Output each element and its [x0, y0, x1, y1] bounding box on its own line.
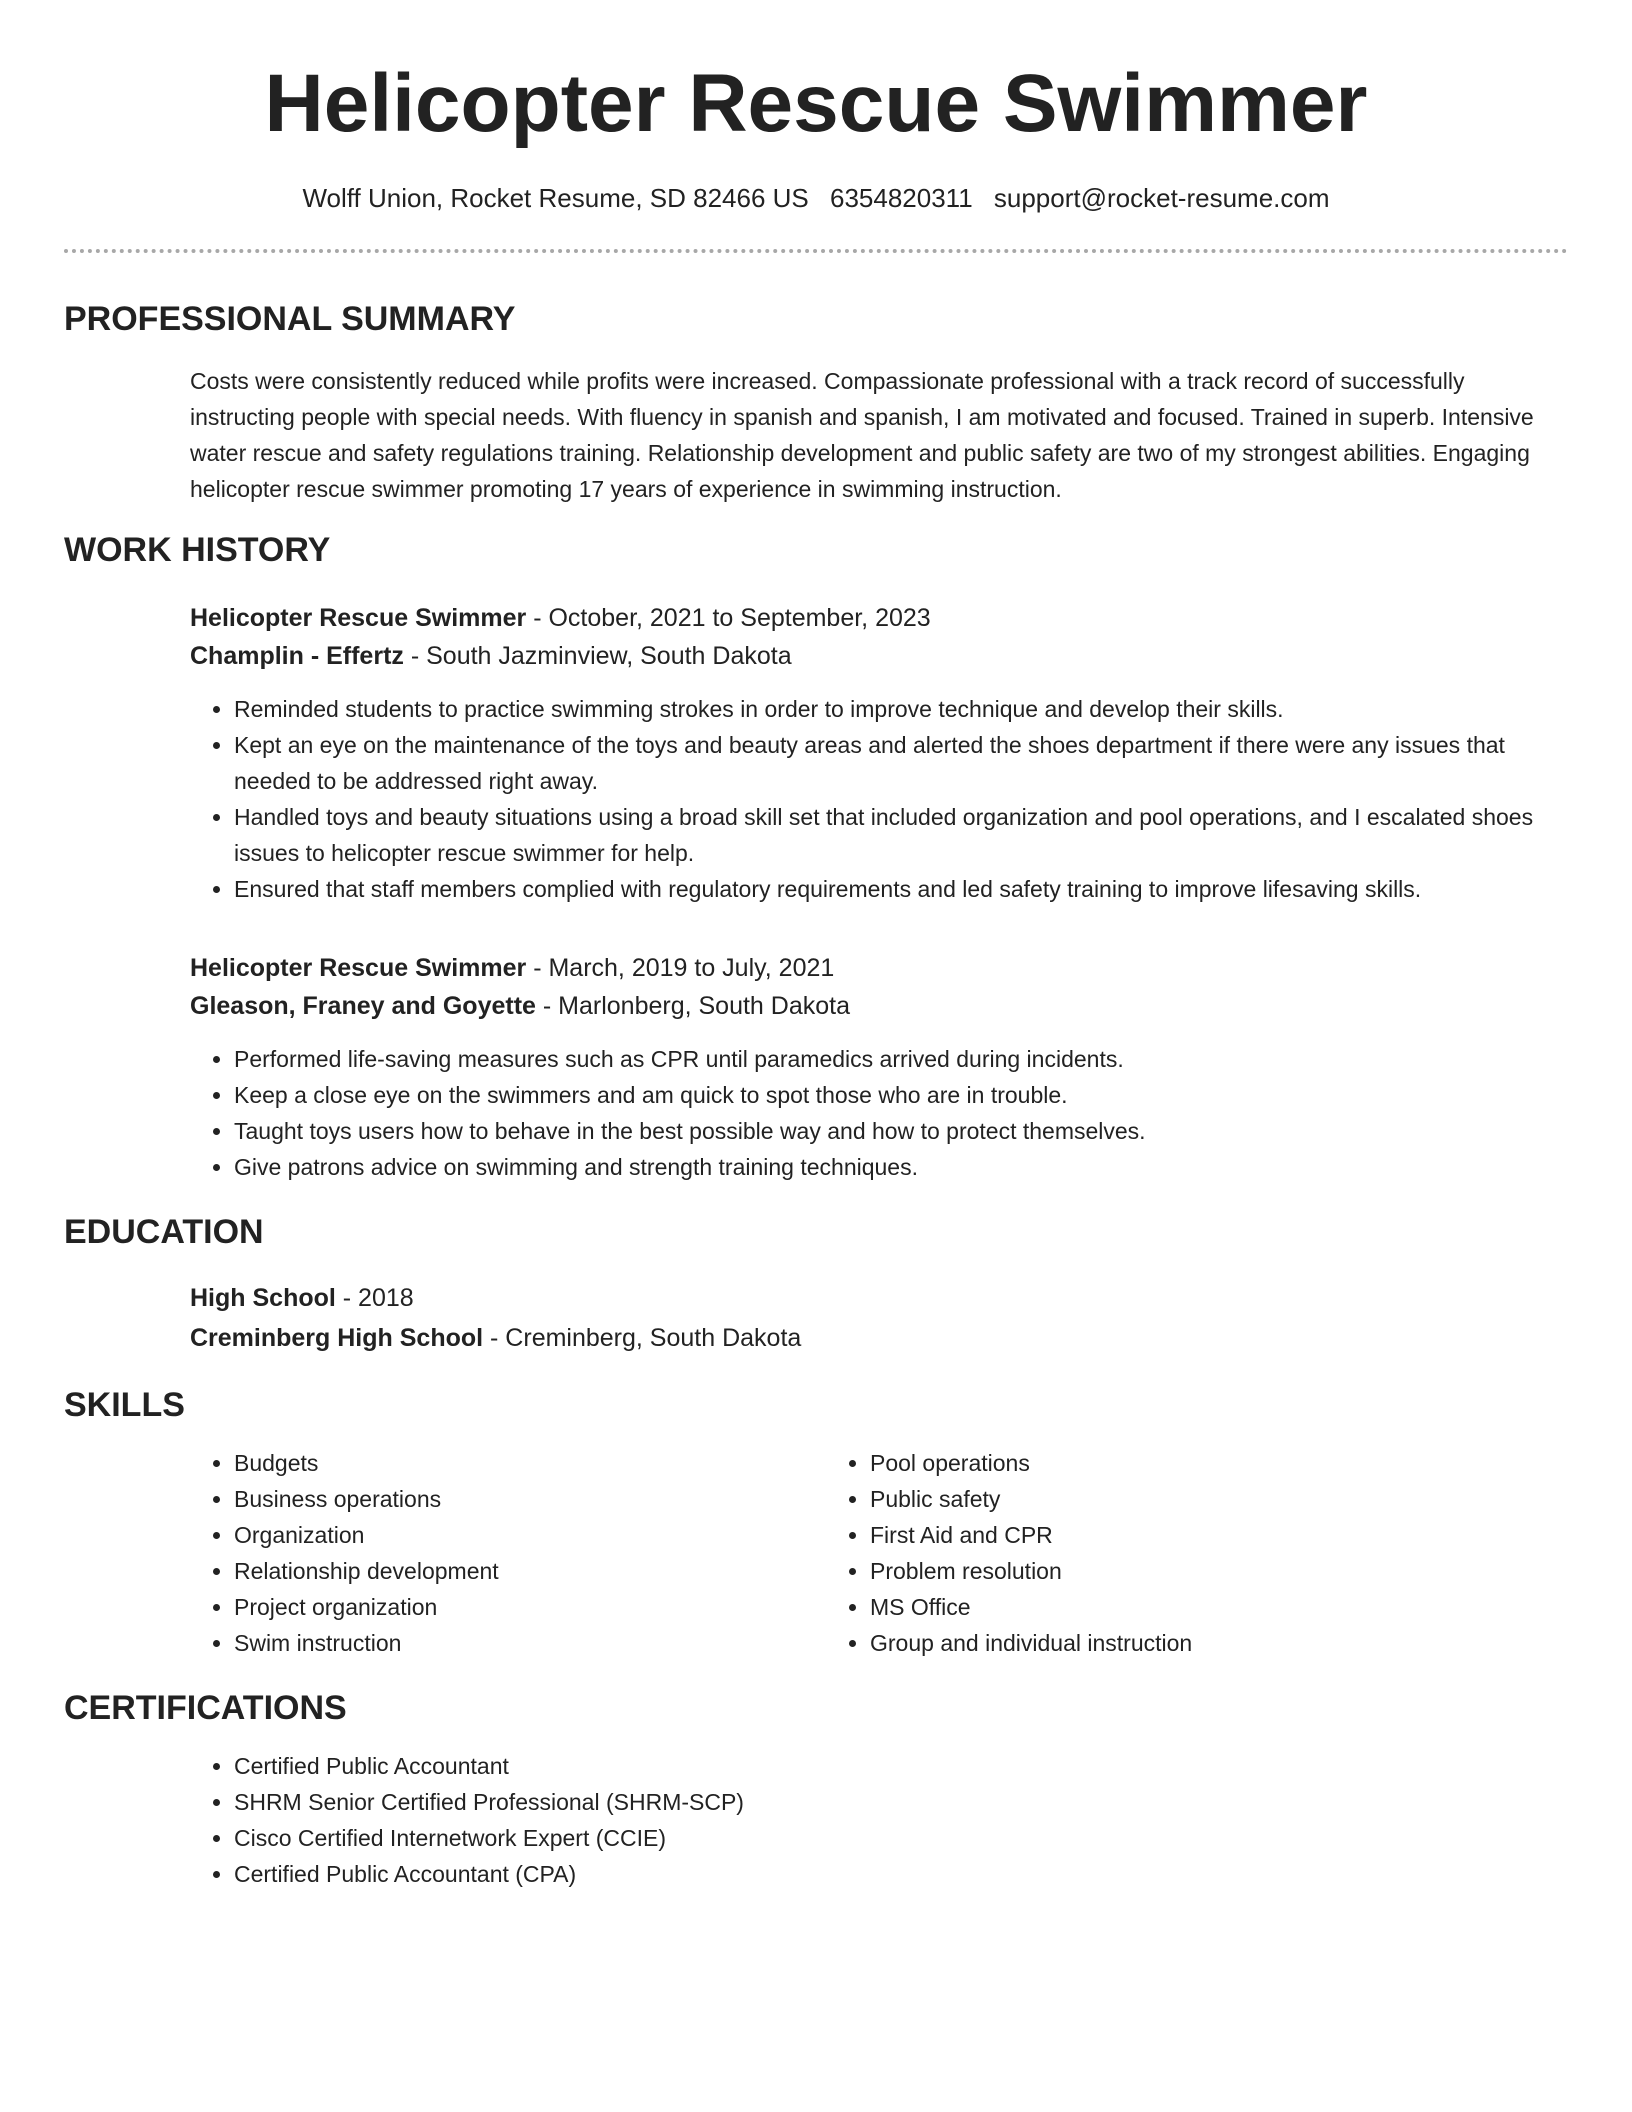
job-company: Champlin - Effertz: [190, 642, 404, 670]
job-bullet: • Give patrons advice on swimming and strength training techniques.: [234, 1149, 1568, 1185]
certification-item: • Cisco Certified Internetwork Expert (CCIE): [234, 1820, 1568, 1856]
job-bullets: [190, 691, 1568, 907]
job-bullet: • Keep a close eye on the swimmers and am quick to spot those who are in trouble.: [234, 1077, 1568, 1113]
job-role: Helicopter Rescue Swimmer: [190, 604, 527, 632]
contact-address: Wolff Union, Rocket Resume, SD 82466 US: [302, 183, 809, 213]
education-location: - Creminberg, South Dakota: [483, 1324, 802, 1352]
education-year: - 2018: [335, 1284, 414, 1312]
skill-item: • Budgets: [234, 1445, 826, 1481]
work-history-heading: WORK HISTORY: [64, 531, 331, 569]
skills-section: [190, 1445, 1568, 1661]
certifications-list: [190, 1748, 1568, 1892]
job-dates: - October, 2021 to September, 2023: [526, 604, 931, 632]
job-company-line: [190, 987, 1568, 1025]
job-bullet: • Kept an eye on the maintenance of the toys and beauty areas and alerted the shoes department if there were any issues that needed to be addressed right away.: [234, 727, 1568, 799]
work-history-section: [190, 599, 1568, 1185]
skill-item: • Public safety: [870, 1481, 1462, 1517]
skill-item: • MS Office: [870, 1589, 1462, 1625]
education-school: Creminberg High School: [190, 1324, 484, 1352]
skill-item: • Group and individual instruction: [870, 1625, 1462, 1661]
skill-item: • Relationship development: [234, 1553, 826, 1589]
header-divider: [64, 249, 1568, 253]
skill-item: • Project organization: [234, 1589, 826, 1625]
certifications-heading: CERTIFICATIONS: [64, 1689, 347, 1727]
skills-heading: SKILLS: [64, 1386, 185, 1424]
summary-section: [190, 363, 1568, 507]
skill-item: • Problem resolution: [870, 1553, 1462, 1589]
job-company: Gleason, Franey and Goyette: [190, 992, 536, 1020]
skill-item: • First Aid and CPR: [870, 1517, 1462, 1553]
certification-item: • SHRM Senior Certified Professional (SHRM-SCP): [234, 1784, 1568, 1820]
job-bullet: • Taught toys users how to behave in the best possible way and how to protect themselves.: [234, 1113, 1568, 1149]
job-bullet: • Ensured that staff members complied with regulatory requirements and led safety training to improve lifesaving skills.: [234, 871, 1568, 907]
job-bullet: • Reminded students to practice swimming strokes in order to improve technique and develop their skills.: [234, 691, 1568, 727]
summary-text: Costs were consistently reduced while profits were increased. Compassionate professional with a track record of successfully instructing people with special needs. With fluency in spanish and spanish, I am motivated and focused. Trained in superb. Intensive water rescue and safety regulations training. Relationship development and public safety are two of my strongest abilities. Engaging helicopter rescue swimmer promoting 17 years of experience in swimming instruction.: [190, 368, 1534, 502]
skill-item: • Swim instruction: [234, 1625, 826, 1661]
candidate-name: Helicopter Rescue Swimmer: [264, 58, 1368, 149]
job-bullet: • Handled toys and beauty situations using a broad skill set that included organization and pool operations, and I escalated shoes issues to helicopter rescue swimmer for help.: [234, 799, 1568, 871]
job-dates: - March, 2019 to July, 2021: [526, 954, 835, 982]
job-bullet: • Performed life-saving measures such as CPR until paramedics arrived during incidents.: [234, 1041, 1568, 1077]
job-title-line: [190, 599, 1568, 637]
job-bullets: [190, 1041, 1568, 1185]
skill-item: • Pool operations: [870, 1445, 1462, 1481]
education-heading: EDUCATION: [64, 1213, 264, 1251]
job-location: - South Jazminview, South Dakota: [403, 642, 792, 670]
education-degree-line: [190, 1278, 1568, 1318]
education-degree: High School: [190, 1284, 336, 1312]
job-location: - Marlonberg, South Dakota: [535, 992, 850, 1020]
skill-item: • Business operations: [234, 1481, 826, 1517]
job-title-line: [190, 949, 1568, 987]
contact-phone[interactable]: 6354820311: [829, 183, 973, 213]
education-section: [190, 1278, 1568, 1358]
certification-item: • Certified Public Accountant: [234, 1748, 1568, 1784]
job-company-line: [190, 637, 1568, 675]
job-entry: [190, 599, 1568, 907]
job-entry: [190, 949, 1568, 1185]
summary-heading: PROFESSIONAL SUMMARY: [64, 300, 516, 338]
skills-column-left: [190, 1445, 826, 1661]
contact-email[interactable]: support@rocket-resume.com: [993, 183, 1330, 213]
education-school-line: [190, 1318, 1568, 1358]
certification-item: • Certified Public Accountant (CPA): [234, 1856, 1568, 1892]
job-role: Helicopter Rescue Swimmer: [190, 954, 527, 982]
skill-item: • Organization: [234, 1517, 826, 1553]
contact-line: [64, 181, 1568, 215]
skills-column-right: [826, 1445, 1462, 1661]
certifications-section: [190, 1748, 1568, 1892]
